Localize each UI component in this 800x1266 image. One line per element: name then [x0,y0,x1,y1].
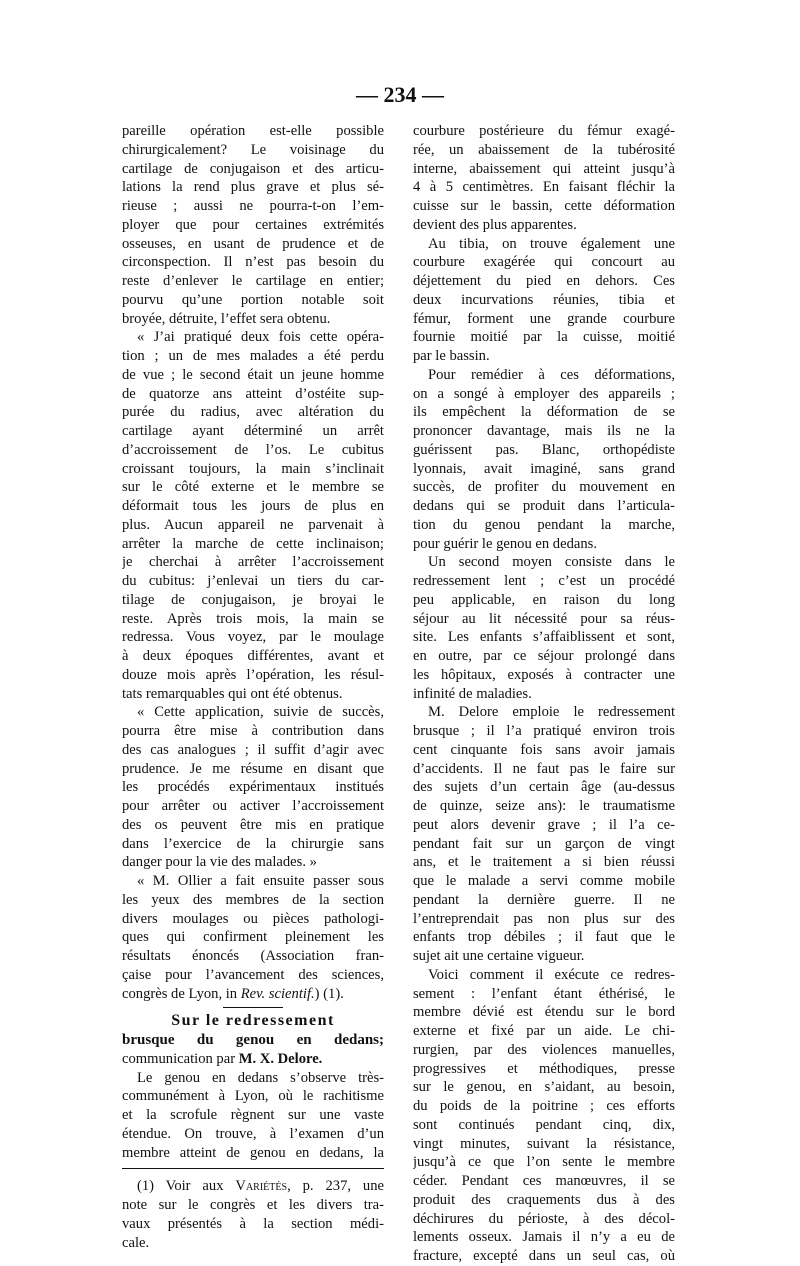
text-line: sur le côté externe et le membre se [122,479,384,496]
text-line: divers moulages ou pièces pathologi- [122,910,384,927]
text-line: membre atteint de genou en dedans, la [122,1144,384,1161]
text-line: étendue. On trouve, à l’examen d’un [122,1125,384,1142]
text-line: infinité de maladies. [413,685,532,702]
text-line: danger pour la vie des malades. » [122,854,317,871]
text-line: ployer que pour certaines extrémités [122,216,384,233]
text-line: reste d’enlever le cartilage en entier; [122,273,384,289]
right-paragraph-4 [413,553,675,703]
text-line: communément à Lyon, où le rachitisme [122,1088,384,1105]
text-line: devient des plus apparentes. [413,216,577,233]
text-line: redressement lent ; c’est un procédé [413,573,675,589]
text-line: à deux époques différentes, avant et [122,648,384,664]
text-line: déchirures du périoste, à des décol- [413,1210,675,1227]
text-line: courbure postérieure du fémur exagé- [413,123,675,139]
text-line: sement : l’enfant étant éthérisé, le [413,985,675,1002]
text-line: tion du genou pendant la marche, [413,516,675,533]
text-line: broyée, détruite, l’effet sera obtenu. [122,310,331,327]
text-line: plus. Aucun appareil ne parvenait à [122,516,384,533]
text-line: Voici comment il exécute ce redres- [428,966,675,983]
text-line: fémur, forment une grande courbure [413,310,675,327]
text-line: « J’ai pratiqué deux fois cette opéra- [137,329,384,346]
section-divider [223,1007,283,1008]
left-column [122,122,384,1252]
text-line [122,985,384,1004]
text-line: 4 à 5 centimètres. En faisant fléchir la [413,179,675,196]
text-line: pendant fait sur un garçon de vingt [413,835,675,852]
text-line: note sur le congrès et les divers tra- [122,1197,384,1213]
text-line: pourra être mise à contribution dans [122,723,384,739]
text-line: et la scrofule règnent sur une vaste [122,1107,384,1123]
text-line: ans, et le traitement a si bien réussi [413,854,675,871]
text-line: çaise pour l’avancement des sciences, [122,966,384,983]
text-line: d’accroissement de l’os. Le cubitus [122,441,384,458]
text-line: membre dévié est étendu sur le bord [413,1004,675,1021]
author-name: M. X. Delore. [238,1050,323,1067]
text-line: pendant la dernière guerre. Il ne [413,891,675,908]
text-line: circonspection. Il n’est pas besoin du [122,254,384,271]
text-line: dans l’exercice de la chirurgie sans [122,835,384,852]
text-line: peu applicable, en raison du long [413,591,675,608]
text-line: cartilage de conjugaison et des articu- [122,160,384,177]
right-column [413,122,675,1266]
heading-line: Sur le redressement [171,1012,335,1030]
text-line: produit des craquements dus à des [413,1191,675,1208]
text-line: « M. Ollier a fait ensuite passer sous [137,873,384,889]
text-line: vingt minutes, suivant la résistance, [413,1135,675,1152]
text-line: guérissent pas. Blanc, orthopédiste [413,441,675,458]
text-line: fracture, excepté dans un seul cas, où [413,1248,675,1264]
text-line: lyonnais, avait imaginé, sans grand [413,460,675,477]
page-number: — 234 — [356,82,444,107]
left-paragraph-2 [122,328,384,703]
left-paragraph-3 [122,703,384,872]
text-fragment: (1) Voir aux [137,1178,236,1195]
text-line: d’accidents. Il ne faut pas le faire sur [413,760,675,777]
text-line: cent cinquante fois sans avoir jamais [413,741,675,758]
text-line: du poids de la poitrine ; ces efforts [413,1098,675,1114]
text-fragment: , p. 237, une [287,1178,384,1195]
text-line: interne, abaissement qui atteint jusqu’à [413,160,675,177]
footnote [122,1177,384,1252]
text-line: par le bassin. [413,348,490,364]
text-line: sur le genou, en s’aidant, au besoin, [413,1079,675,1096]
text-line: « Cette application, suivie de succès, [137,704,384,721]
text-line: Pour remédier à ces déformations, [428,366,675,383]
text-line: arrêter la marche de cette inclinaison; [122,535,384,552]
text-line: séjour au lit nécessité pour sa réus- [413,610,675,627]
text-line: reste. Après trois mois, la main se [122,610,384,627]
heading-byline [122,1050,384,1069]
text-line: pourvu qu’une portion notable soit [122,291,384,308]
text-line: site. Les enfants s’affaiblissent et sont, [413,629,675,646]
text-line: M. Delore emploie le redressement [428,704,675,721]
right-paragraph-5 [413,703,675,966]
text-line: déjettement du pied en dehors. Ces [413,273,675,289]
text-line: courbure exagérée qui concourt au [413,254,675,271]
text-line: cale. [122,1234,150,1251]
text-line: prononcer davantage, mais ils ne la [413,423,675,439]
text-line: ils empêchent la déformation de se [413,404,675,421]
text-line: tilage de conjugaison, je broyai le [122,591,384,608]
text-line: osseuses, en usant de prudence et de [122,235,384,252]
right-paragraph-3 [413,366,675,554]
text-line: jusqu’à ce que l’on sente le membre [413,1154,675,1171]
text-line: deux incurvations réunies, tibia et [413,291,675,308]
text-line: vaux présentés à la section médi- [122,1215,384,1232]
text-line: cuisse sur le bassin, cette déformation [413,198,675,214]
text-line: douze mois après l’opération, les résul- [122,666,384,683]
text-line: du cubitus: j’enlevai un tiers du car- [122,573,384,589]
text-line: de quinze, seize ans): le traumatisme [413,798,675,814]
right-paragraph-1 [413,122,675,235]
text-line: les yeux des membres de la section [122,891,384,908]
text-line: des cas analogues ; il suffit d’agir avec [122,741,384,758]
text-line: sujet ait une certaine vigueur. [413,948,585,964]
text-line: enfants trop débiles ; il faut que le [413,929,675,946]
text-line: ques qui confirment pleinement les [122,929,384,946]
text-line: que le malade a servi comme mobile [413,873,675,889]
left-paragraph-1 [122,122,384,328]
text-line: sont continués pendant cinq, dix, [413,1116,675,1133]
text-line: des os peuvent être mis en pratique [122,816,384,833]
text-line: chirurgicalement? Le voisinage du [122,141,384,158]
heading-line: brusque du genou en dedans; [122,1032,384,1048]
text-line: redressa. Vous voyez, par le moulage [122,629,384,646]
text-line: Un second moyen consiste dans le [428,554,675,571]
text-line: rieuse ; aussi ne pourra-t-on l’em- [122,198,384,214]
text-line: lements osseux. Jamais il n’y a eu de [413,1229,675,1246]
text-line: résultats énoncés (Association fran- [122,948,384,964]
text-line: déformait tous les jours de plus en [122,498,384,514]
text-line: cartilage ayant déterminé un arrêt [122,423,384,439]
text-line: rée, un abaissement de la tubérosité [413,141,675,158]
text-line: purée du radius, avec altération du [122,404,384,421]
text-line: je cherchai à arrêter l’accroissement [122,554,384,571]
footnote-rule [122,1168,384,1169]
text-fragment: communication par [122,1050,239,1067]
text-line: brusque ; il l’a pratiqué environ trois [413,723,675,739]
text-line: fournie moitié par la cuisse, moitié [413,329,675,346]
text-line: l’entreprendait pas non plus sur des [413,910,675,927]
text-line: tats remarquables qui ont été obtenus. [122,685,343,702]
text-line: de quatorze ans atteint d’ostéite sup- [122,385,384,402]
text-line: dedans qui se produit dans l’articula- [413,498,675,514]
text-fragment: congrès de Lyon, in [122,985,241,1002]
text-line: lations la rend plus grave et plus sé- [122,179,384,196]
text-line: pour guérir le genou en dedans. [413,535,597,552]
text-fragment: ) (1). [314,985,344,1002]
text-line: externe et fixé par un aide. Le chi- [413,1023,675,1039]
text-line: les hôpitaux, exposés à contracter une [413,666,675,683]
text-line: prudence. Je me résume en disant que [122,760,384,777]
text-line: progressives et méthodiques, presse [413,1060,675,1077]
text-line: Au tibia, on trouve également une [428,235,675,252]
text-line: des sujets d’un certain âge (au-dessus [413,779,675,796]
text-line: de vue ; le second était un jeune homme [122,366,384,383]
left-paragraph-5 [122,1069,384,1163]
right-paragraph-6 [413,966,675,1266]
text-line: croissant toujours, la main s’inclinait [122,460,384,477]
text-line: rurgien, par des violences manuelles, [413,1041,675,1058]
right-paragraph-2 [413,235,675,366]
cross-reference: Variétés [235,1178,288,1195]
text-line: Le genou en dedans s’observe très- [137,1069,384,1086]
text-line: pareille opération est-elle possible [122,123,384,139]
text-line [122,1177,384,1196]
text-line: les procédés expérimentaux institués [122,779,384,796]
text-line: on a songé à employer des appareils ; [413,385,675,402]
left-paragraph-4 [122,872,384,1003]
text-line: céder. Pendant ces manœuvres, il se [413,1173,675,1189]
text-line: succès, de profiter du mouvement en [413,479,675,496]
text-line: tion ; un de mes malades a été perdu [122,348,384,364]
text-line: pour arrêter ou activer l’accroissement [122,798,384,814]
text-line: peut alors devenir grave ; il l’a ce- [413,816,675,833]
journal-title: Rev. scientif. [240,985,315,1002]
text-line: en outre, par ce séjour prolongé dans [413,648,675,664]
section-heading [122,1012,384,1068]
